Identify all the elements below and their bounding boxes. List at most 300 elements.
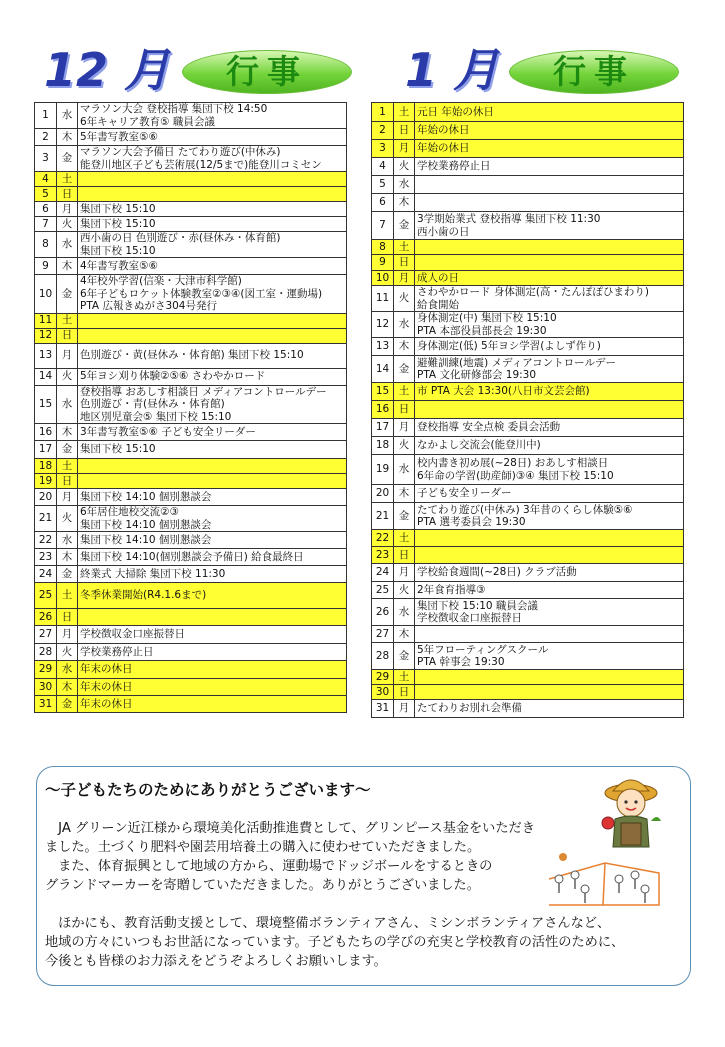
calendar-row [35,172,347,187]
weekday: 木 [394,485,415,503]
calendar-row [372,685,684,700]
day-number: 5 [372,176,394,194]
event-line: 学校徴収金口座振替日 [417,612,522,624]
weekday: 日 [57,474,78,489]
thanks-line: グランドマーカーを寄贈していただきました。ありがとうございました。 [45,878,480,893]
weekday: 月 [57,202,78,217]
calendar-row [372,122,684,140]
calendar-row [372,437,684,455]
event-cell [78,566,347,583]
event-cell [415,455,684,485]
day-number: 16 [372,401,394,419]
calendar-row [372,599,684,626]
weekday: 火 [57,368,78,385]
event-line: 集団下校 14:10 個別懇談会 [80,518,212,531]
event-line: 校内書き初め展(~28日) おあしす相談日 [417,457,609,469]
calendar-row [35,459,347,474]
calendar-row [372,286,684,312]
day-number: 15 [372,383,394,401]
calendar-row [35,679,347,696]
day-number: 12 [35,328,57,343]
calendar-row [35,258,347,275]
event-cell [415,176,684,194]
calendar-row [35,532,347,549]
january-calendar-table [371,102,684,718]
event-cell [415,240,684,255]
weekday: 火 [57,217,78,232]
event-line: 2年食育指導③ [417,583,486,596]
day-number: 27 [372,626,394,643]
day-number: 19 [35,474,57,489]
event-cell [415,626,684,643]
event-line: 年始の休日 [417,142,470,155]
event-line: たてわり遊び(中休み) 3年昔のくらし体験⑤⑥ [417,503,633,516]
day-number: 28 [372,643,394,670]
calendar-row [372,176,684,194]
day-number: 17 [35,441,57,459]
day-number: 21 [35,506,57,532]
weekday: 木 [57,424,78,441]
calendar-row [35,202,347,217]
weekday: 金 [394,643,415,670]
calendar-row [372,503,684,530]
day-number: 6 [372,194,394,212]
weekday: 月 [394,564,415,582]
event-line: 4年書写教室⑤⑥ [80,259,159,272]
event-cell [78,172,347,187]
day-number: 25 [35,583,57,609]
calendar-row [372,401,684,419]
weekday: 日 [394,122,415,140]
event-line: 3年書写教室⑤⑥ 子ども安全リーダー [80,425,256,438]
day-number: 13 [35,343,57,368]
event-cell [78,679,347,696]
weekday: 火 [394,158,415,176]
event-line: 学校業務停止日 [80,645,154,658]
event-cell [415,271,684,286]
weekday: 日 [57,328,78,343]
event-cell [415,103,684,122]
event-line: 3学期始業式 登校指導 集団下校 11:30 [417,213,601,225]
day-number: 2 [35,129,57,146]
event-cell [415,383,684,401]
calendar-row [372,338,684,356]
day-number: 5 [35,187,57,202]
day-number: 31 [372,700,394,718]
event-cell [415,685,684,700]
event-line: 6年キャリア教育⑤ 職員会議 [80,115,215,128]
weekday: 金 [57,566,78,583]
calendar-row [35,549,347,566]
day-number: 16 [35,424,57,441]
event-line: さわやかロード 身体測定(高・たんぽぽひまわり) [417,286,650,298]
event-cell [415,312,684,338]
event-line: 身体測定(低) 5年ヨシ学習(よしず作り) [417,340,601,353]
event-cell [78,146,347,172]
event-line: PTA 文化研修部会 19:30 [417,369,537,381]
event-line: PTA 本部役員部長会 19:30 [417,324,547,337]
weekday: 日 [57,187,78,202]
event-line: 西小歯の日 色別遊び・赤(昼休み・体育館) [80,232,281,244]
event-cell [415,437,684,455]
day-number: 31 [35,696,57,713]
weekday: 月 [394,419,415,437]
day-number: 23 [372,547,394,564]
event-line: 身体測定(中) 集団下校 15:10 [417,312,557,324]
calendar-row [35,103,347,129]
calendar-row [372,255,684,271]
calendar-row [372,455,684,485]
event-line: 年始の休日 [417,124,470,137]
event-cell [78,313,347,328]
farmer-illustration [599,771,663,849]
day-number: 12 [372,312,394,338]
day-number: 2 [372,122,394,140]
december-month-number: 12 月 [44,43,171,97]
calendar-row [372,240,684,255]
calendar-row [35,313,347,328]
weekday: 火 [57,506,78,532]
day-number: 11 [372,286,394,312]
day-number: 20 [372,485,394,503]
day-number: 14 [372,356,394,383]
day-number: 10 [372,271,394,286]
event-cell [78,459,347,474]
event-cell [415,599,684,626]
calendar-row [372,419,684,437]
event-cell [78,368,347,385]
weekday: 日 [57,609,78,626]
event-line: 集団下校 15:10 職員会議 [417,599,538,612]
event-cell [78,328,347,343]
event-line: 集団下校 15:10 [80,443,156,456]
event-cell [78,217,347,232]
event-line: 能登川地区子ども芸術展(12/5まで)能登川コミセン [80,158,322,171]
event-line: 集団下校 14:10 個別懇談会 [80,490,212,503]
december-calendar-table [34,102,347,713]
event-cell [415,338,684,356]
event-cell [78,609,347,626]
day-number: 30 [35,679,57,696]
weekday: 土 [57,459,78,474]
event-line: 集団下校 15:10 [80,202,156,215]
event-line: 年末の休日 [80,663,133,676]
january-events-label: 行事 [553,52,635,91]
event-line: 色別遊び・黄(昼休み・体育館) 集団下校 15:10 [80,349,304,362]
event-line: 年末の休日 [80,680,133,693]
event-line: 成人の日 [417,271,459,284]
day-number: 8 [35,232,57,258]
event-line: 学校業務停止日 [417,160,491,173]
day-number: 8 [372,240,394,255]
thanks-line: ました。土づくり肥料や園芸用培養土の購入に使わせていただきました。 [45,840,481,855]
day-number: 17 [372,419,394,437]
calendar-row [35,368,347,385]
calendar-row [35,385,347,424]
calendar-row [35,489,347,506]
calendar-row [372,564,684,582]
weekday: 火 [57,644,78,661]
event-cell [415,547,684,564]
event-line: 6年居住地校交流②③ [80,506,180,518]
calendar-row [372,103,684,122]
weekday: 水 [394,176,415,194]
calendar-row [35,566,347,583]
event-line: 集団下校 15:10 [80,244,156,257]
event-cell [415,643,684,670]
event-line: マラソン大会予備日 たてわり遊び(中休み) [80,146,281,158]
event-cell [78,489,347,506]
event-cell [415,582,684,599]
weekday: 月 [57,489,78,506]
calendar-row [372,643,684,670]
weekday: 水 [394,312,415,338]
thanks-line: JA グリーン近江様から環境美化活動推進費として、グリンピース基金をいただき [45,821,535,836]
calendar-row [35,506,347,532]
day-number: 7 [35,217,57,232]
event-cell [78,187,347,202]
calendar-row [35,187,347,202]
event-cell [415,286,684,312]
calendar-row [35,696,347,713]
calendar-row [372,626,684,643]
calendar-row [35,626,347,644]
calendar-row [372,485,684,503]
day-number: 18 [35,459,57,474]
calendar-row [35,343,347,368]
event-cell [78,696,347,713]
thanks-line: ほかにも、教育活動支援として、環境整備ボランティアさん、ミシンボランティアさんなど、 [45,916,611,931]
day-number: 1 [35,103,57,129]
event-line: 子ども安全リーダー [417,487,512,500]
day-number: 22 [372,530,394,547]
weekday: 木 [57,549,78,566]
calendar-row [372,158,684,176]
weekday: 水 [57,661,78,679]
event-cell [78,583,347,609]
day-number: 20 [35,489,57,506]
day-number: 29 [372,670,394,685]
calendar-row [35,474,347,489]
day-number: 26 [35,609,57,626]
event-cell [415,140,684,158]
event-line: 集団下校 14:10 個別懇談会 [80,533,212,546]
weekday: 月 [394,700,415,718]
event-cell [78,103,347,129]
thanks-title: ～子どもたちのためにありがとうございます～ [45,781,371,799]
weekday: 木 [57,129,78,146]
weekday: 火 [394,582,415,599]
weekday: 土 [394,670,415,685]
event-line: 登校指導 安全点検 委員会活動 [417,421,561,434]
day-number: 6 [35,202,57,217]
event-cell [78,424,347,441]
event-cell [78,644,347,661]
day-number: 29 [35,661,57,679]
weekday: 金 [57,146,78,172]
january-header [405,44,715,96]
event-line: 終業式 大掃除 集団下校 11:30 [80,567,226,580]
weekday: 日 [394,255,415,271]
event-cell [78,202,347,217]
weekday: 水 [57,532,78,549]
weekday: 木 [394,194,415,212]
event-line: マラソン大会 登校指導 集団下校 14:50 [80,103,268,115]
event-line: 6年子どもロケット体験教室②③④(図工室・運動場) [80,287,323,300]
calendar-row [35,583,347,609]
calendar-row [372,582,684,599]
weekday: 日 [394,547,415,564]
event-cell [78,661,347,679]
january-month-number: 1 月 [405,43,500,97]
event-line: 市 PTA 大会 13:30(八日市文芸会館) [417,385,590,398]
weekday: 金 [394,212,415,240]
event-line: PTA 選考委員会 19:30 [417,516,526,528]
calendar-row [372,140,684,158]
event-line: PTA 幹事会 19:30 [417,656,505,668]
thanks-line: また、体育振興として地域の方から、運動場でドッジボールをするときの [45,859,493,874]
day-number: 19 [372,455,394,485]
event-line: 年末の休日 [80,697,133,710]
event-line: 避難訓練(地震) メディアコントロールデー [417,356,616,369]
weekday: 金 [394,503,415,530]
december-events-label: 行事 [226,52,308,91]
event-cell [415,212,684,240]
calendar-row [35,609,347,626]
event-line: 集団下校 15:10 [80,217,156,230]
day-number: 25 [372,582,394,599]
event-line: 元日 年始の休日 [417,105,494,118]
weekday: 木 [394,338,415,356]
event-line: 色別遊び・青(昼休み・体育館) [80,398,225,410]
event-line: 5年フローティングスクール [417,643,549,656]
day-number: 21 [372,503,394,530]
day-number: 22 [35,532,57,549]
event-cell [415,670,684,685]
event-cell [415,530,684,547]
event-cell [78,385,347,424]
calendar-row [35,129,347,146]
weekday: 水 [57,232,78,258]
event-cell [415,564,684,582]
calendar-row [372,312,684,338]
calendar-row [372,700,684,718]
weekday: 土 [394,103,415,122]
event-line: 学校徴収金口座振替日 [80,628,185,641]
event-cell [78,506,347,532]
calendar-row [372,271,684,286]
weekday: 土 [57,313,78,328]
weekday: 火 [394,286,415,312]
weekday: 土 [394,383,415,401]
dodgeball-illustration [545,849,663,911]
event-line: 6年命の学習(助産師)③④ 集団下校 15:10 [417,469,614,482]
weekday: 日 [394,401,415,419]
day-number: 4 [372,158,394,176]
thanks-box [36,766,691,986]
weekday: 金 [57,441,78,459]
day-number: 15 [35,385,57,424]
calendar-row [35,644,347,661]
weekday: 土 [394,530,415,547]
event-cell [415,503,684,530]
day-number: 23 [35,549,57,566]
day-number: 14 [35,368,57,385]
weekday: 月 [394,140,415,158]
event-cell [415,158,684,176]
weekday: 日 [394,685,415,700]
weekday: 木 [57,679,78,696]
day-number: 30 [372,685,394,700]
thanks-line: 今後とも皆様のお力添えをどうぞよろしくお願いします。 [45,954,387,969]
weekday: 水 [394,599,415,626]
thanks-line: 地域の方々にいつもお世話になっています。子どもたちの学びの充実と学校教育の活性のために、 [45,935,625,950]
weekday: 木 [394,626,415,643]
weekday: 金 [394,356,415,383]
day-number: 26 [372,599,394,626]
weekday: 金 [57,696,78,713]
event-cell [78,275,347,314]
calendar-row [35,328,347,343]
weekday: 水 [57,385,78,424]
event-line: たてわりお別れ会準備 [417,702,522,715]
event-cell [415,700,684,718]
calendar-row [35,275,347,314]
event-cell [415,356,684,383]
event-cell [415,194,684,212]
event-line: PTA 広報きぬがさ304号発行 [80,300,217,312]
event-cell [78,129,347,146]
event-cell [78,626,347,644]
calendar-row [35,217,347,232]
event-cell [78,549,347,566]
event-line: 4年校外学習(信楽・大津市科学館) [80,275,242,287]
weekday: 土 [57,172,78,187]
event-line: 西小歯の日 [417,225,470,238]
event-line: 給食開始 [417,298,459,311]
event-cell [415,485,684,503]
event-cell [78,474,347,489]
event-line: 5年書写教室⑤⑥ [80,130,159,143]
day-number: 11 [35,313,57,328]
calendar-row [372,530,684,547]
weekday: 月 [57,343,78,368]
calendar-row [372,356,684,383]
event-line: 集団下校 14:10(個別懇談会予備日) 給食最終日 [80,550,304,563]
weekday: 金 [57,275,78,314]
calendar-row [35,232,347,258]
event-line: なかよし交流会(能登川中) [417,439,541,452]
event-line: 5年ヨシ刈り体験②⑤⑥ さわやかロード [80,370,266,383]
event-cell [78,232,347,258]
event-cell [78,258,347,275]
weekday: 月 [57,626,78,644]
event-cell [78,343,347,368]
calendar-row [35,146,347,172]
calendar-row [372,383,684,401]
day-number: 24 [35,566,57,583]
event-line: 地区別児童会⑤ 集団下校 15:10 [80,410,232,423]
day-number: 9 [35,258,57,275]
event-cell [415,401,684,419]
december-header [44,44,354,96]
day-number: 1 [372,103,394,122]
weekday: 火 [394,437,415,455]
event-cell [78,441,347,459]
calendar-row [35,661,347,679]
day-number: 24 [372,564,394,582]
day-number: 3 [372,140,394,158]
